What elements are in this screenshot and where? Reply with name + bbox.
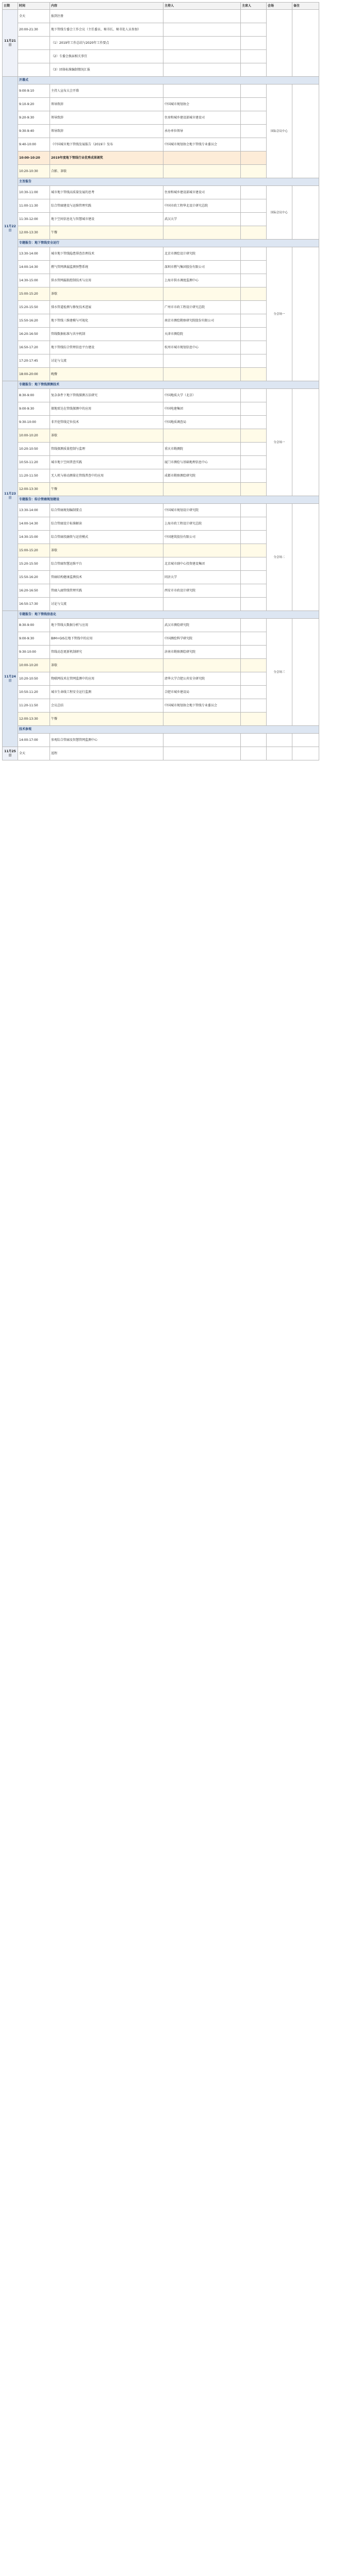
row-time: 9:30-9:40 [18,125,50,138]
row-chair [241,517,267,531]
row-content: 燃气管网泄漏监测预警系统 [50,261,163,274]
row-chair [241,125,267,138]
row-chair [241,389,267,402]
row-time: 10:30-11:00 [18,186,50,199]
session-note [292,389,319,496]
row-chair [241,261,267,274]
row-time: 15:00-15:20 [18,544,50,557]
schedule-row [3,247,319,261]
row-chair [241,287,267,301]
row-host [163,23,241,37]
session-title: 专题报告：综合管廊规划建设 [18,496,319,504]
day-date: 11月24日 [3,611,18,747]
row-time: 9:40-10:00 [18,138,50,151]
row-time: 15:20-15:50 [18,557,50,571]
row-content: 供水管网漏损控制技术与应用 [50,274,163,287]
schedule-row [3,10,319,23]
row-chair [241,50,267,63]
row-host: 重庆市勘测院 [163,443,241,456]
row-time: 11:20-11:50 [18,699,50,713]
row-chair [241,619,267,632]
row-time: 9:00-9:30 [18,402,50,416]
row-host [163,483,241,496]
row-host: 广州市市政工程设计研究总院 [163,301,241,314]
row-chair [241,10,267,23]
row-chair [241,713,267,726]
row-content: 午餐 [50,713,163,726]
row-chair [241,584,267,598]
header-note: 备注 [292,3,319,10]
row-content: 主持人宣布大会开幕 [50,84,163,98]
session-note [292,247,319,381]
row-host: 住房和城乡建设部城市建设司 [163,186,241,199]
header-time: 时间 [18,3,50,10]
row-content: （3）团体标准编制情况汇报 [50,63,163,77]
row-host: 住房和城乡建设部城市建设司 [163,111,241,125]
row-host: 南京市测绘勘察研究院股份有限公司 [163,314,241,328]
row-content: 管线数据标准与共享机制 [50,328,163,341]
session-venue: 分会场一 [267,389,292,496]
row-time: 15:50-16:20 [18,314,50,328]
row-content: 茶歇 [50,287,163,301]
session-note [292,504,319,611]
row-host [163,50,241,63]
schedule-table [2,2,319,760]
schedule-row [3,186,319,199]
day-date: 11月23日 [3,381,18,611]
session-note [292,747,319,760]
session-note [292,84,319,178]
session-header-row [3,178,319,186]
row-time: 15:20-15:50 [18,301,50,314]
session-venue: 分会场三 [267,619,292,726]
row-chair [241,354,267,368]
row-content: 地下管线三维建模与可视化 [50,314,163,328]
row-chair [241,646,267,659]
row-content: 综合管廊投融资与运营模式 [50,531,163,544]
row-chair [241,314,267,328]
header-date: 日期 [3,3,18,10]
row-time: 9:00-9:10 [18,84,50,98]
row-time [18,50,50,63]
row-content: 会议总结 [50,699,163,713]
row-time: 20:00-21:30 [18,23,50,37]
session-note [292,619,319,726]
row-content: 领导致辞 [50,98,163,111]
session-venue: 国际会议中心 [267,186,292,240]
row-host: 中国电建集团 [163,402,241,416]
row-chair [241,98,267,111]
row-host: 同济大学 [163,571,241,584]
row-host [163,747,241,760]
row-host: 杭州市城市规划信息中心 [163,341,241,354]
row-host: 中国建筑股份有限公司 [163,531,241,544]
session-header-row [3,496,319,504]
row-content: 物联网技术在管网监测中的应用 [50,672,163,686]
row-chair [241,531,267,544]
row-content: 城市地下管线隐患排查治理技术 [50,247,163,261]
row-host: 深圳市燃气集团股份有限公司 [163,261,241,274]
row-chair [241,151,267,165]
row-content: 非开挖管线定位技术 [50,416,163,429]
row-time: 全天 [18,10,50,23]
schedule-row [3,747,319,760]
row-time: 9:10-9:20 [18,98,50,111]
row-chair [241,598,267,611]
schedule-row [3,734,319,747]
row-host [163,165,241,178]
row-content: （1）2019年工作总结与2020年工作要点 [50,37,163,50]
row-chair [241,111,267,125]
row-host: 上海市供水调度监测中心 [163,274,241,287]
row-time: 10:20-10:30 [18,165,50,178]
row-time: 9:00-9:30 [18,632,50,646]
row-chair [241,84,267,98]
row-time: 10:00-10:20 [18,151,50,165]
header-chair: 主席人 [241,3,267,10]
session-note [292,10,319,77]
schedule-row [3,504,319,517]
row-content: BIM+GIS在地下管线中的应用 [50,632,163,646]
row-chair [241,274,267,287]
row-host [163,429,241,443]
session-header-row [3,611,319,619]
row-time: 10:20-10:50 [18,672,50,686]
row-time: 12:00-13:30 [18,713,50,726]
row-chair [241,686,267,699]
row-time: 10:00-10:20 [18,659,50,672]
row-content: 综合管廊规划编制要点 [50,504,163,517]
row-host: 合肥市城乡建设局 [163,686,241,699]
row-chair [241,659,267,672]
row-chair [241,328,267,341]
row-time: 17:20-17:45 [18,354,50,368]
row-content: 城市生命线工程安全运行监测 [50,686,163,699]
row-content: 管廊入廊管线管理实践 [50,584,163,598]
row-chair [241,138,267,151]
row-chair [241,199,267,213]
row-content: 复杂条件下地下管线探测方法研究 [50,389,163,402]
session-title: 专题报告：地下管线探测技术 [18,381,319,389]
row-host: 中国地质大学（北京） [163,389,241,402]
row-content: 城市地下管线高质量发展的思考 [50,186,163,199]
row-time: 12:00-13:30 [18,483,50,496]
row-time: 10:00-10:20 [18,429,50,443]
session-venue [267,747,292,760]
row-time: 13:30-14:00 [18,504,50,517]
row-content: 排水管道检测与修复技术进展 [50,301,163,314]
row-host [163,37,241,50]
row-content: 管线动态更新机制研究 [50,646,163,659]
row-time: 全天 [18,747,50,760]
session-title: 开幕式 [18,77,319,84]
row-host: 济南市勘察测绘研究院 [163,646,241,659]
row-content: 地下管线综合管理信息平台建设 [50,341,163,354]
row-time: 15:50-16:20 [18,571,50,584]
row-host: 厦门市测绘与基础地理信息中心 [163,456,241,469]
row-chair [241,226,267,240]
row-time: 14:30-15:00 [18,274,50,287]
day-date: 11月25日 [3,747,18,760]
row-host [163,598,241,611]
row-host [163,659,241,672]
row-chair [241,632,267,646]
row-chair [241,699,267,713]
row-host [163,84,241,98]
row-host [163,63,241,77]
row-time: 11:20-11:50 [18,469,50,483]
row-chair [241,443,267,456]
row-time: 8:30-9:00 [18,619,50,632]
row-chair [241,483,267,496]
row-host: 中国测绘科学研究院 [163,632,241,646]
row-host: 武汉市测绘研究院 [163,619,241,632]
session-header-row [3,726,319,734]
session-note [292,186,319,240]
row-chair [241,747,267,760]
row-content: 参观综合管廊及智慧管网监测中心 [50,734,163,747]
session-title: 技术参观 [18,726,319,734]
row-host [163,734,241,747]
row-content: 领导致辞 [50,125,163,138]
row-content: 2019年度地下管线行业优秀成果颁奖 [50,151,163,165]
row-host: 中国城市规划协会 [163,98,241,111]
row-time: 9:30-10:00 [18,416,50,429]
row-time: 16:20-16:50 [18,584,50,598]
row-content: 报到注册 [50,10,163,23]
day-date: 11月22日 [3,77,18,381]
row-time: 14:00-14:30 [18,261,50,274]
row-chair [241,429,267,443]
row-host: 承办单位领导 [163,125,241,138]
row-content: （2）专委会换届相关事宜 [50,50,163,63]
row-chair [241,416,267,429]
row-time: 14:00-17:00 [18,734,50,747]
row-time [18,37,50,50]
row-chair [241,301,267,314]
row-host: 中国市政工程华北设计研究总院 [163,199,241,213]
session-venue: 国际会议中心 [267,84,292,178]
row-content: 综合管廊智慧运维平台 [50,557,163,571]
session-venue [267,734,292,747]
row-host: 上海市政工程设计研究总院 [163,517,241,531]
day-date: 11月21日 [3,10,18,77]
row-time: 8:30-9:00 [18,389,50,402]
row-host: 中国城市规划设计研究院 [163,504,241,517]
row-host [163,287,241,301]
row-host: 北京城市副中心投资建设集团 [163,557,241,571]
row-content: 地下管线专委会工作会议（主任委员、秘书长、秘书处人员参加） [50,23,163,37]
row-chair [241,341,267,354]
row-time: 14:30-15:00 [18,531,50,544]
row-chair [241,557,267,571]
row-host [163,368,241,381]
row-content: 管廊结构健康监测技术 [50,571,163,584]
schedule-row [3,619,319,632]
row-time [18,63,50,77]
row-content: 讨论与交流 [50,598,163,611]
row-content: 茶歇 [50,429,163,443]
session-header-row [3,240,319,247]
row-host: 中国城市规划协会地下管线专业委员会 [163,699,241,713]
row-content: 晚餐 [50,368,163,381]
row-content: 管线探测质量控制与监理 [50,443,163,456]
session-title: 主旨报告 [18,178,319,186]
row-content: 茶歇 [50,544,163,557]
table-header-row [3,3,319,10]
row-content: 《中国城市地下管线发展报告（2019）》发布 [50,138,163,151]
row-chair [241,734,267,747]
session-header-row [3,381,319,389]
row-host [163,544,241,557]
row-time: 12:00-13:30 [18,226,50,240]
row-host: 北京市测绘设计研究院 [163,247,241,261]
row-content: 地下空间信息化与智慧城市建设 [50,213,163,226]
row-content: 午餐 [50,483,163,496]
row-host: 中国城市规划协会地下管线专业委员会 [163,138,241,151]
row-host: 成都市勘察测绘研究院 [163,469,241,483]
row-time: 10:50-11:20 [18,686,50,699]
row-chair [241,571,267,584]
header-host: 主持人 [163,3,241,10]
session-note [292,734,319,747]
row-content: 返程 [50,747,163,760]
row-time: 10:20-10:50 [18,443,50,456]
row-time: 13:30-14:00 [18,247,50,261]
row-content: 综合管廊建设与运维管理实践 [50,199,163,213]
schedule-row [3,389,319,402]
row-host: 中国地质调查局 [163,416,241,429]
row-chair [241,456,267,469]
row-host: 天津市测绘院 [163,328,241,341]
row-time: 10:50-11:20 [18,456,50,469]
row-host [163,151,241,165]
row-time: 15:00-15:20 [18,287,50,301]
row-content: 合影、茶歇 [50,165,163,178]
session-header-row [3,77,319,84]
row-time: 9:20-9:30 [18,111,50,125]
row-host: 西安市市政设计研究院 [163,584,241,598]
row-content: 茶歇 [50,659,163,672]
row-chair [241,63,267,77]
schedule-body [3,10,319,760]
row-content: 讨论与交流 [50,354,163,368]
row-content: 午餐 [50,226,163,240]
row-chair [241,469,267,483]
session-title: 专题报告：地下管线信息化 [18,611,319,619]
session-venue: 分会场二 [267,504,292,611]
session-venue [267,10,292,77]
schedule-row [3,84,319,98]
header-content: 内容 [50,3,163,10]
header-venue: 会场 [267,3,292,10]
row-time: 18:00-20:00 [18,368,50,381]
row-content: 地下管线大数据分析与应用 [50,619,163,632]
row-chair [241,247,267,261]
row-chair [241,672,267,686]
row-content: 城市地下空间普查实践 [50,456,163,469]
row-time: 9:30-10:00 [18,646,50,659]
row-content: 无人机与移动测量在管线普查中的应用 [50,469,163,483]
row-time: 16:50-17:20 [18,341,50,354]
row-chair [241,186,267,199]
row-content: 领导致辞 [50,111,163,125]
row-host: 武汉大学 [163,213,241,226]
row-time: 11:30-12:00 [18,213,50,226]
row-chair [241,544,267,557]
row-host [163,713,241,726]
row-content: 综合管廊设计标准解读 [50,517,163,531]
row-chair [241,213,267,226]
session-title: 专题报告：地下管线安全运行 [18,240,319,247]
row-time: 14:00-14:30 [18,517,50,531]
row-host [163,10,241,23]
row-content: 探地雷达在管线探测中的应用 [50,402,163,416]
row-host [163,354,241,368]
row-chair [241,165,267,178]
session-venue: 分会场一 [267,247,292,381]
row-chair [241,23,267,37]
row-chair [241,402,267,416]
row-host [163,226,241,240]
row-time: 11:00-11:30 [18,199,50,213]
row-chair [241,368,267,381]
row-chair [241,504,267,517]
row-host: 清华大学合肥公共安全研究院 [163,672,241,686]
row-time: 16:50-17:30 [18,598,50,611]
row-time: 16:20-16:50 [18,328,50,341]
row-chair [241,37,267,50]
